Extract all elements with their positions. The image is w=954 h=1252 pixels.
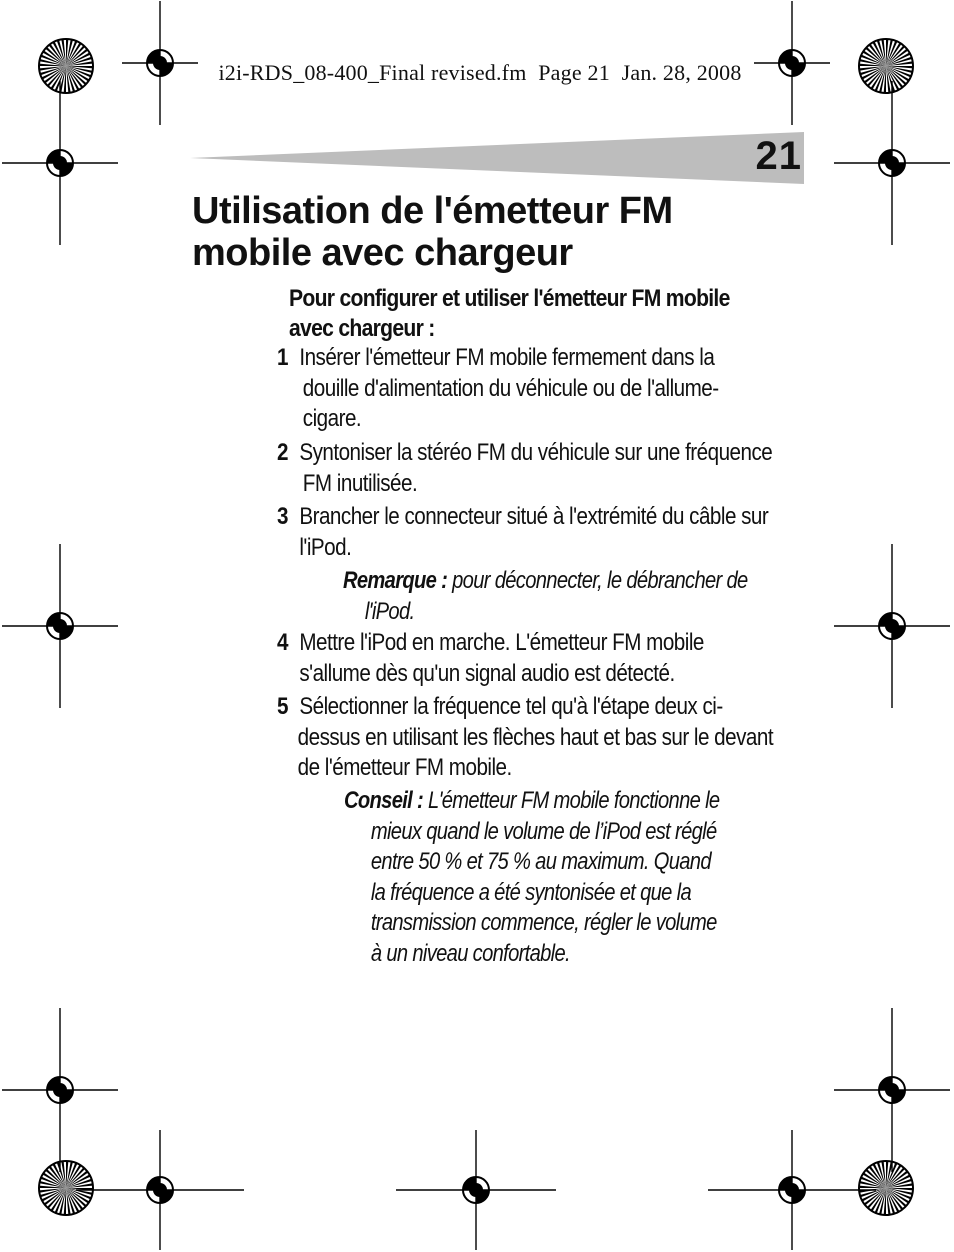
crosshair-target-icon [76, 1130, 244, 1250]
remark-label: Remarque : [343, 567, 448, 594]
tip-line: mieux quand le volume de l’iPod est réglé [370, 817, 717, 845]
remark-note [343, 566, 780, 627]
remark-line: l'iPod. [364, 597, 415, 625]
file-slug [0, 60, 954, 86]
step-2 [277, 438, 803, 499]
step-line: Sélectionner la fréquence tel qu'à l'étape deux ci- [299, 693, 723, 720]
page-title [192, 190, 812, 274]
tip-line: transmission commence, régler le volume [370, 909, 717, 936]
step-line: cigare. [302, 405, 362, 432]
subtitle-line-2: avec chargeur : [289, 315, 435, 342]
step-1 [277, 343, 803, 435]
step-5 [277, 692, 803, 784]
step-line: de l'émetteur FM mobile. [297, 754, 512, 781]
crosshair-target-icon [834, 544, 950, 708]
header-band [190, 132, 804, 184]
crosshair-target-icon [396, 1130, 556, 1250]
step-line: Syntoniser la stéréo FM du véhicule sur une fréquence [299, 439, 773, 466]
remark-line: pour déconnecter, le débrancher de [452, 567, 748, 594]
subtitle-line-1: Pour configurer et utiliser l'émetteur FM mobile [289, 285, 730, 312]
step-line: Insérer l'émetteur FM mobile fermement dans la [299, 344, 715, 371]
step-line: Mettre l'iPod en marche. L'émetteur FM mobile [299, 629, 704, 656]
step-number: 1 [277, 344, 288, 371]
step-line: s'allume dès qu'un signal audio est détecté. [299, 659, 675, 687]
title-line-1: Utilisation de l'émetteur FM [192, 190, 673, 232]
step-4 [277, 628, 803, 689]
title-line-2: mobile avec chargeur [192, 232, 573, 274]
crosshair-target-icon [2, 544, 118, 708]
tip-line: L'émetteur FM mobile fonctionne le [428, 787, 720, 814]
crosshair-target-icon [708, 1130, 876, 1250]
step-line: l'iPod. [299, 533, 352, 561]
step-line: douille d'alimentation du véhicule ou de l'allume- [302, 374, 719, 402]
tip-line: à un niveau confortable. [370, 939, 570, 967]
step-line: dessus en utilisant les flèches haut et bas sur le devant [297, 723, 774, 751]
starburst-icon [39, 1161, 93, 1215]
tip-label: Conseil : [344, 787, 424, 814]
page-number: 21 [755, 134, 802, 178]
tip-note [344, 786, 781, 969]
tip-line: entre 50 % et 75 % au maximum. Quand [370, 848, 711, 875]
crosshair-target-icon [2, 81, 118, 245]
step-number: 4 [277, 629, 288, 656]
crosshair-target-icon [834, 81, 950, 245]
starburst-icon [859, 1161, 913, 1215]
step-number: 5 [277, 693, 288, 720]
step-3 [277, 502, 803, 563]
slug-date: Jan. 28, 2008 [621, 60, 742, 85]
crosshair-target-icon [834, 1008, 950, 1172]
crosshair-target-icon [2, 1008, 118, 1172]
slug-file: i2i-RDS_08-400_Final revised.fm [218, 60, 527, 85]
tip-line: la fréquence a été syntonisée et que la [370, 878, 691, 906]
step-number: 3 [277, 503, 288, 530]
step-line: Brancher le connecteur situé à l'extrémité du câble sur [299, 503, 769, 530]
step-number: 2 [277, 439, 288, 466]
slug-page: Page 21 [538, 60, 610, 85]
section-subtitle [289, 284, 747, 344]
step-line: FM inutilisée. [302, 469, 418, 497]
